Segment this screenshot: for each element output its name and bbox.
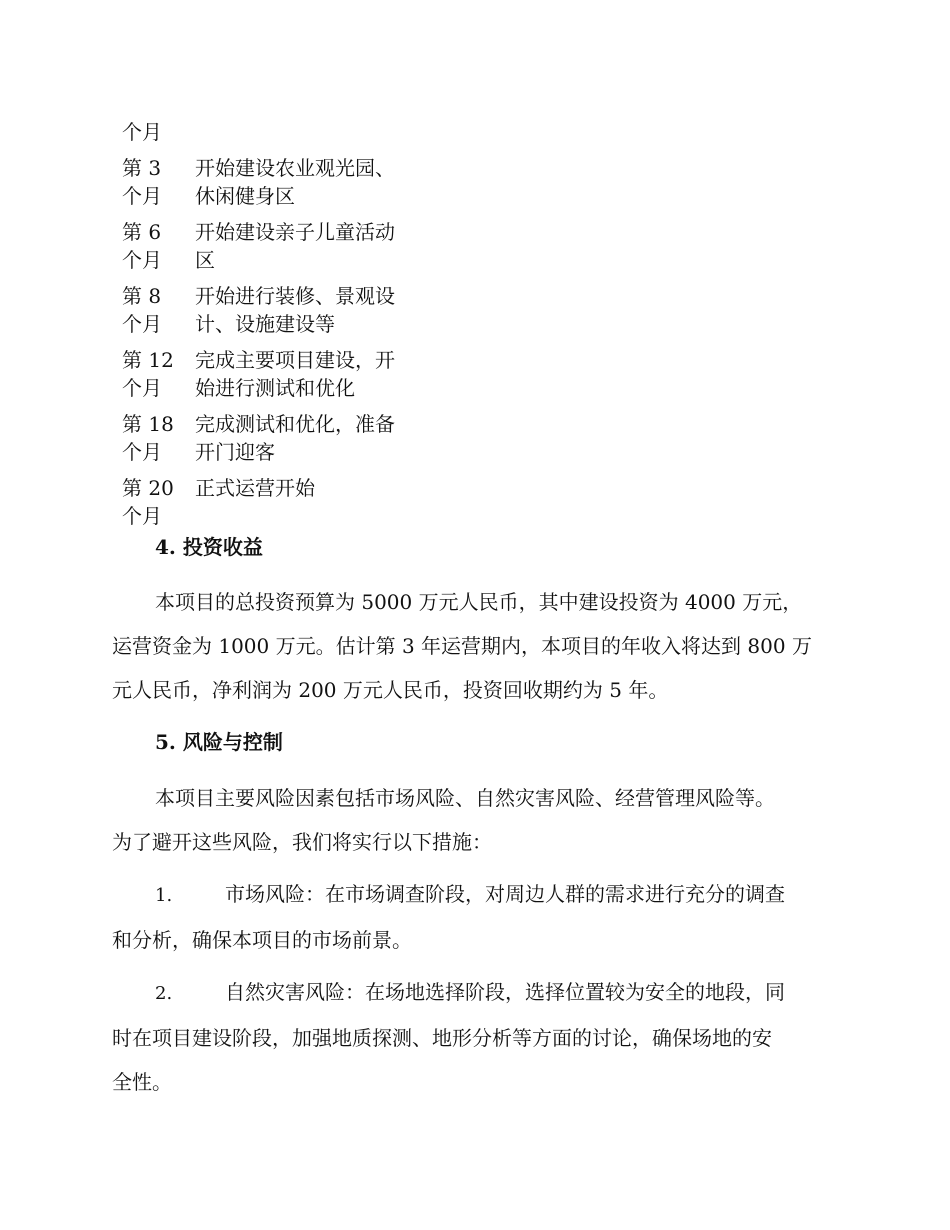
schedule-row xyxy=(122,154,422,210)
list-number: 2. xyxy=(155,983,173,1004)
section-5-intro: 本项目主要风险因素包括市场风险、自然灾害风险、经营管理风险等。 为了避开这些风险，我们将实行以下措施： xyxy=(112,786,775,854)
schedule-task: 正式运营开始 xyxy=(195,476,315,500)
schedule-time: 第 6 个月 xyxy=(122,220,162,272)
section-5-heading: 5. 风险与控制 xyxy=(155,730,283,754)
schedule-time: 个月 xyxy=(122,120,162,144)
schedule-row xyxy=(122,346,422,402)
schedule-time: 第 12 个月 xyxy=(122,348,174,400)
schedule-table xyxy=(122,118,422,538)
schedule-row xyxy=(122,282,422,338)
section-4-heading: 4. 投资收益 xyxy=(155,535,263,559)
schedule-row xyxy=(122,218,422,274)
section-4-paragraph: 本项目的总投资预算为 5000 万元人民币，其中建设投资为 4000 万元， 运营资金为 1000 万元。估计第 3 年运营期内，本项目的年收入将达到 800 万 元人民币，净利润为 200 万元人民币，投资回收期约为 5 年。 xyxy=(112,590,812,702)
risk-item-1: 1. 市场风险：在市场调查阶段，对周边人群的需求进行充分的调查 和分析，确保本项目的市场前景。 xyxy=(112,872,837,962)
schedule-row xyxy=(122,474,422,530)
schedule-task: 开始建设亲子儿童活动 区 xyxy=(195,220,395,272)
schedule-task: 完成主要项目建设，开 始进行测试和优化 xyxy=(195,348,395,400)
risk-item-2: 2. 自然灾害风险：在场地选择阶段，选择位置较为安全的地段，同 时在项目建设阶段，加强地质探测、地形分析等方面的讨论，确保场地的安 全性。 xyxy=(112,970,837,1104)
schedule-row xyxy=(122,118,422,146)
schedule-time: 第 3 个月 xyxy=(122,156,162,208)
schedule-time: 第 8 个月 xyxy=(122,284,162,336)
list-number: 1. xyxy=(155,885,173,906)
schedule-task xyxy=(195,118,415,146)
schedule-task: 开始进行装修、景观设 计、设施建设等 xyxy=(195,284,395,336)
schedule-task: 开始建设农业观光园、 休闲健身区 xyxy=(195,156,395,208)
schedule-time: 第 20 个月 xyxy=(122,476,174,528)
schedule-time: 第 18 个月 xyxy=(122,412,174,464)
schedule-row xyxy=(122,410,422,466)
schedule-task: 完成测试和优化，准备 开门迎客 xyxy=(195,412,395,464)
